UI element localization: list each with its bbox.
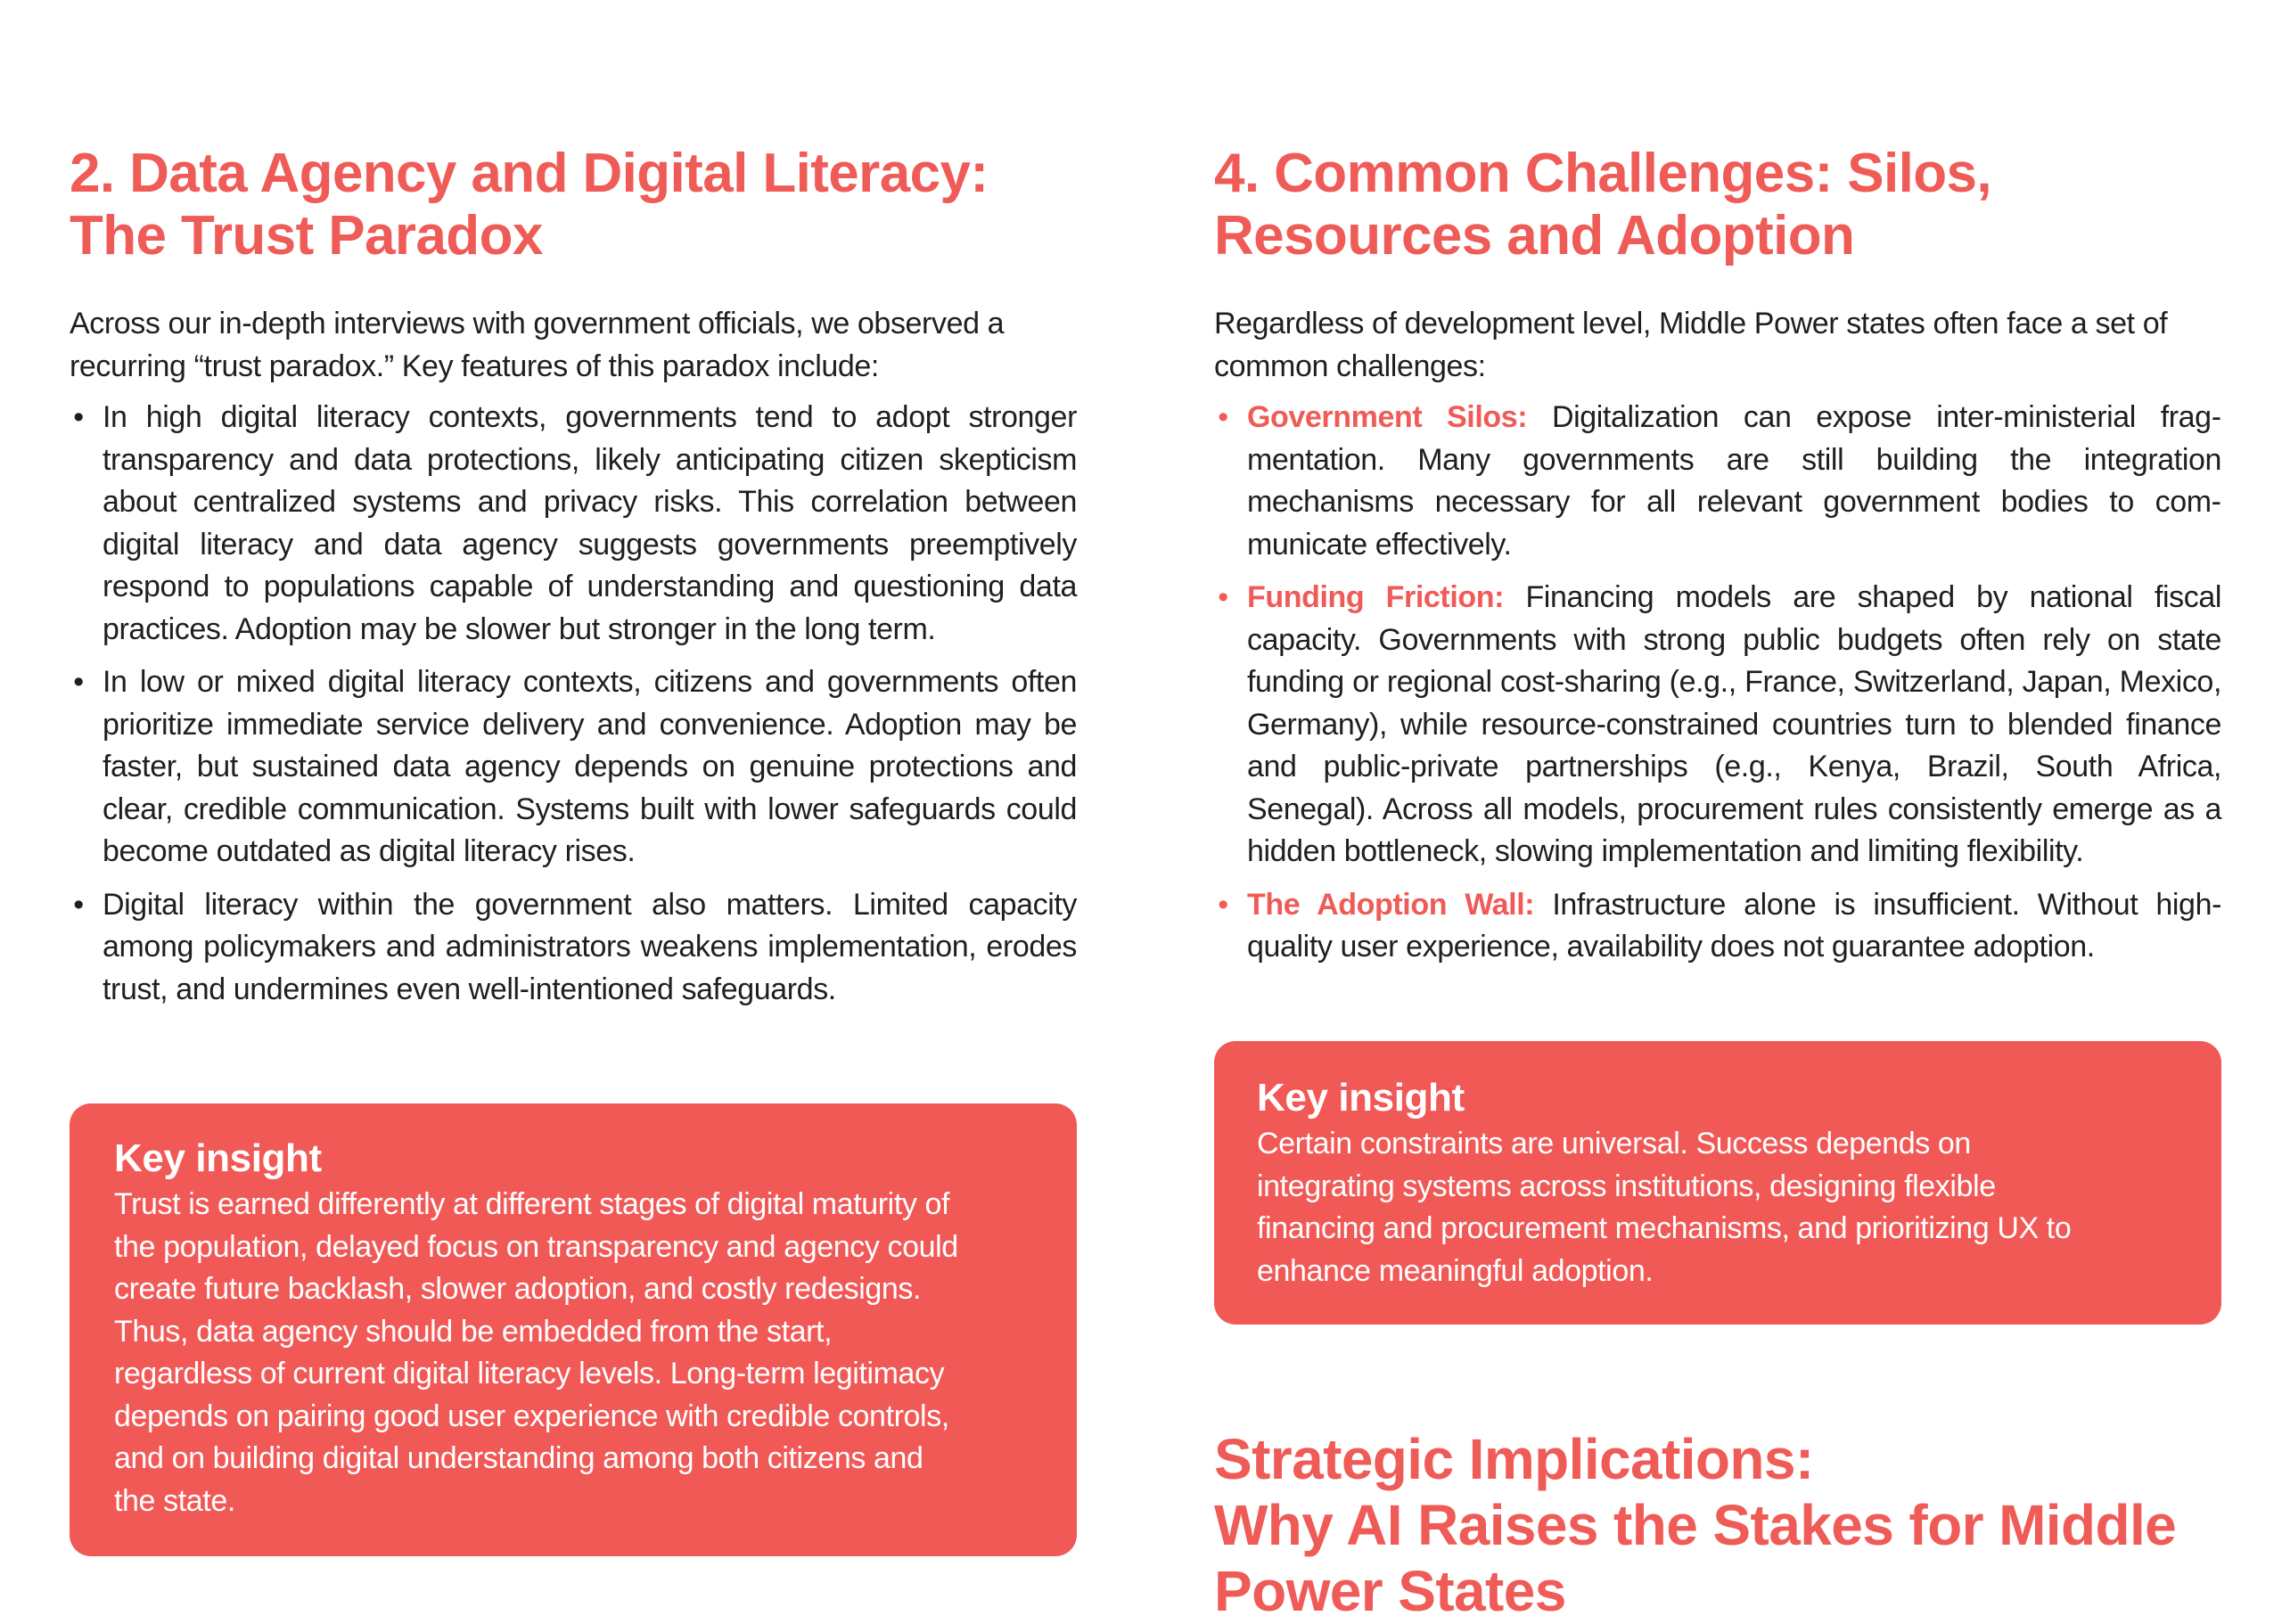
insight-line: and on building digital understanding among both citizens and bbox=[114, 1441, 923, 1475]
insight-line: Certain constraints are universal. Success depends on bbox=[1257, 1127, 1971, 1161]
insight-line: the state. bbox=[114, 1483, 235, 1518]
bullet-list bbox=[1214, 397, 2221, 969]
title-line: Resources and Adoption bbox=[1214, 205, 1855, 267]
insight-line: financing and procurement mechanisms, and prioritizing UX to bbox=[1257, 1211, 2072, 1245]
key-insight-heading: Key insight bbox=[114, 1136, 322, 1180]
insight-line: depends on pairing good user experience with credible controls, bbox=[114, 1398, 949, 1433]
bullet-icon: • bbox=[73, 665, 84, 699]
section-title-strategic-implications bbox=[1214, 1426, 2239, 1624]
list-item-term: Government Silos: bbox=[1247, 400, 1528, 434]
title-line: 2. Data Agency and Digital Literacy: bbox=[70, 143, 989, 204]
list-item-text: Digitalization can expose inter-ministerial fragmentation. Many governments are still building the integration mechanisms necessary for all relevant government bodies to communicate effectively. bbox=[1247, 400, 2222, 562]
key-insight-heading: Key insight bbox=[1257, 1076, 1465, 1120]
insight-line: integrating systems across institutions, designing flexible bbox=[1257, 1169, 1996, 1203]
list-item-text: In high digital literacy contexts, governments tend to adopt stronger transparency and data protections, likely anticipating citizen skepticism about centralized systems and privacy risks. This correlation between digital literacy and data agency suggests governments preemptively respond to populations capable of understanding and questioning data practices. Adoption may be slower but stronger in the long term. bbox=[103, 400, 1077, 646]
list-item-text: In low or mixed digital literacy contexts, citizens and governments often prioritize immediate service delivery and convenience. Adoption may be faster, but sustained data agency depends on genuine protections and clear, credible communication. Systems built with lower safeguards could become outdated as digital literacy rises. bbox=[103, 665, 1077, 868]
list-item-text: Financing models are shaped by national fiscal capacity. Governments with strong public budgets often rely on state funding or regional cost-sharing (e.g., France, Switzerland, Japan, Mexico, Germany), while resource-constrained countries turn to blended finance and public-private partnerships (e.g., Kenya, Brazil, South Africa, Senegal). Across all models, procurement rules consistently emerge as a hidden bottleneck, slowing implementation and limiting flexibility. bbox=[1247, 580, 2222, 868]
insight-line: create future backlash, slower adoption, and costly redesigns. bbox=[114, 1272, 922, 1306]
list-item bbox=[1214, 397, 2221, 566]
section-common-challenges bbox=[1214, 143, 2221, 980]
title-line: 4. Common Challenges: Silos, bbox=[1214, 143, 1992, 204]
insight-line: Thus, data agency should be embedded from the start, bbox=[114, 1314, 833, 1349]
intro-paragraph: Regardless of development level, Middle Power states often face a set of common challenges: bbox=[1214, 307, 2168, 383]
list-item-text: Infrastructure alone is insufficient. Without high-quality user experience, availability does not guarantee adoption. bbox=[1247, 887, 2221, 964]
key-insight-body bbox=[114, 1184, 1032, 1522]
key-insight-body bbox=[1257, 1123, 2177, 1292]
title-line: Strategic Implications: bbox=[1214, 1427, 1814, 1491]
bullet-icon: • bbox=[73, 887, 84, 922]
insight-line: the population, delayed focus on transparency and agency could bbox=[114, 1229, 958, 1264]
bullet-icon: • bbox=[73, 400, 84, 434]
list-item bbox=[70, 884, 1077, 1012]
title-line: The Trust Paradox bbox=[70, 205, 543, 267]
key-insight-box bbox=[1214, 1041, 2221, 1325]
list-item-term: Funding Friction: bbox=[1247, 580, 1505, 614]
section-title-common-challenges bbox=[1214, 143, 2221, 267]
bullet-icon: • bbox=[1218, 887, 1228, 922]
title-line: Power States bbox=[1214, 1559, 1566, 1623]
bullet-icon: • bbox=[1218, 400, 1228, 434]
list-item bbox=[1214, 884, 2221, 969]
list-item bbox=[70, 397, 1077, 651]
list-item bbox=[1214, 577, 2221, 874]
list-item-text: Digital literacy within the government also matters. Limited capacity among policymakers and administrators weakens implementation, erodes trust, and undermines even well-intentioned safeguards. bbox=[103, 887, 1077, 1006]
bullet-icon: • bbox=[1218, 580, 1228, 614]
list-item-term: The Adoption Wall: bbox=[1247, 887, 1535, 922]
key-insight-box bbox=[70, 1103, 1077, 1556]
bullet-list bbox=[70, 397, 1077, 1011]
insight-line: enhance meaningful adoption. bbox=[1257, 1253, 1654, 1288]
list-item bbox=[70, 661, 1077, 874]
title-line: Why AI Raises the Stakes for Middle bbox=[1214, 1493, 2177, 1557]
insight-line: regardless of current digital literacy levels. Long-term legitimacy bbox=[114, 1357, 945, 1390]
section-title-data-agency bbox=[70, 143, 1077, 267]
section-data-agency bbox=[70, 143, 1077, 1021]
intro-paragraph: Across our in-depth interviews with government officials, we observed a recurring “trust paradox.” Key features of this paradox include: bbox=[70, 307, 1005, 383]
insight-line: Trust is earned differently at different stages of digital maturity of bbox=[114, 1187, 950, 1221]
